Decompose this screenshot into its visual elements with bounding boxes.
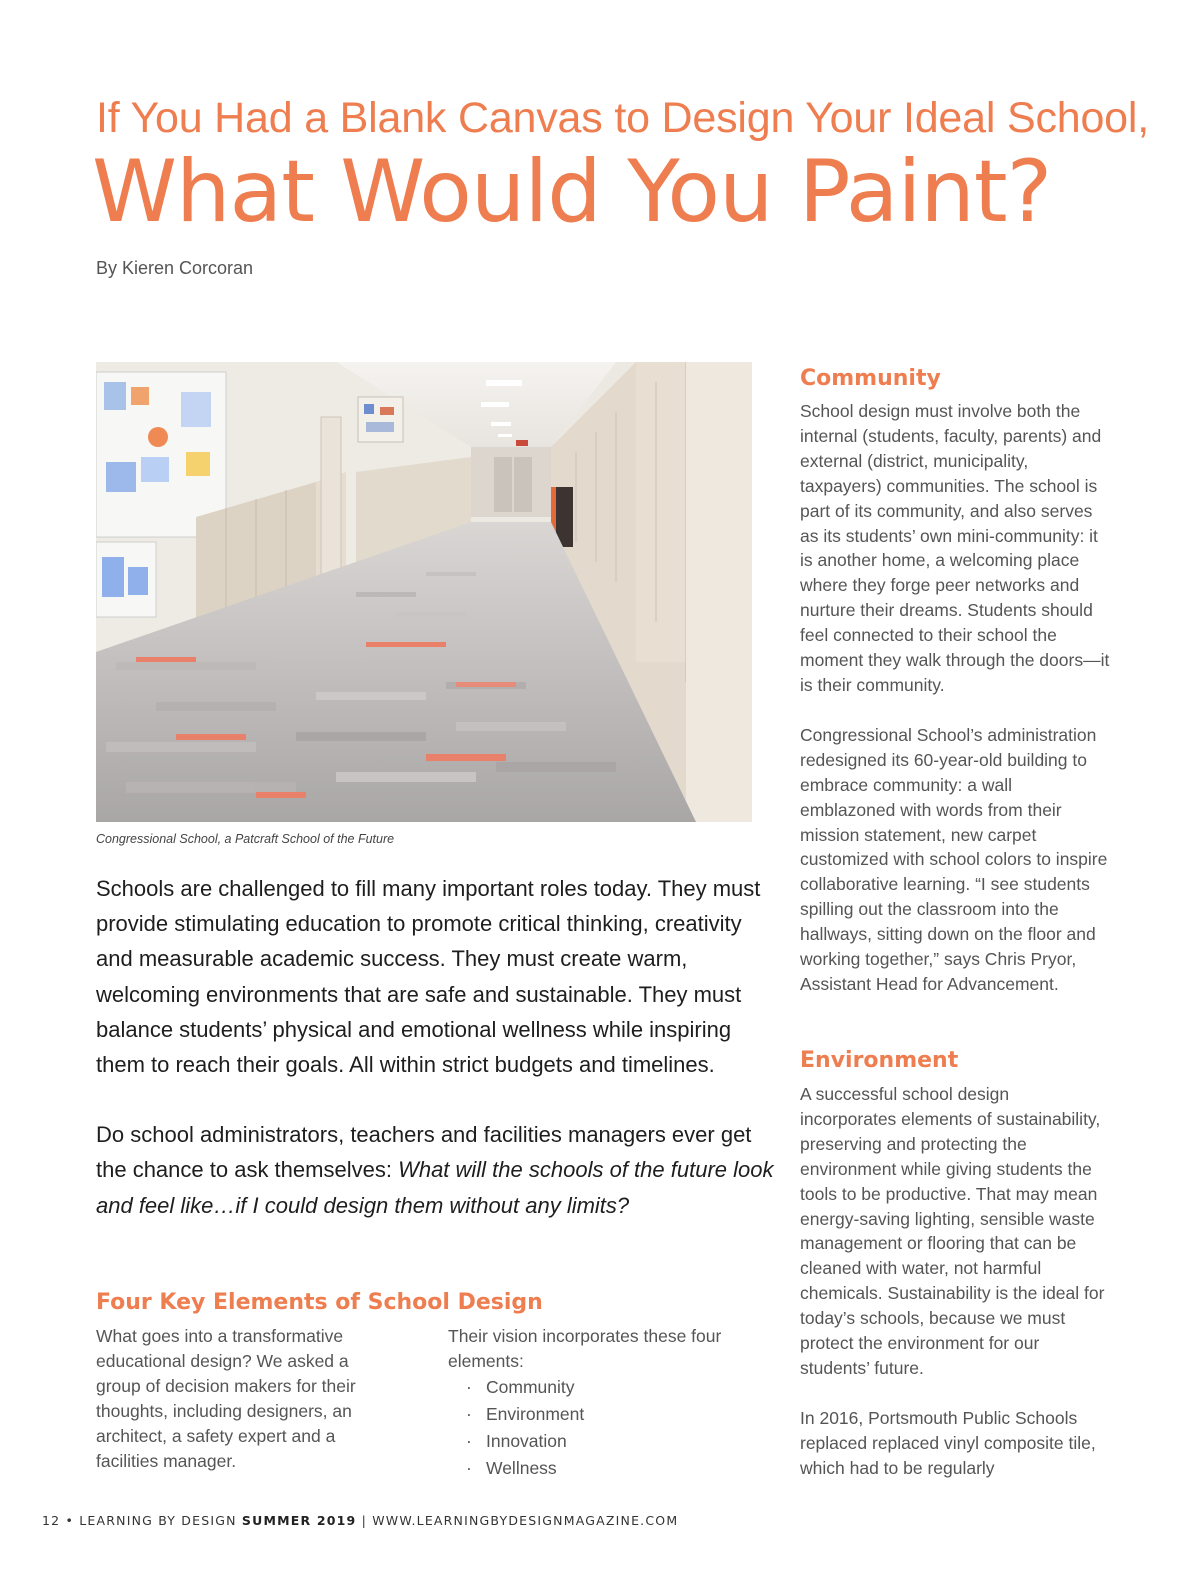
community-paragraph: School design must involve both the internal (students, faculty, parents) and external (district, municipality, taxpayers) communities. The school is part of its community, and also serves as its students’ own mini-community: it is another home, a welcoming place where they forge peer networks and nurture their dreams. Students should feel connected to their school the moment they walk through the doors—it is their community.	[800, 401, 1110, 695]
photo-caption: Congressional School, a Patcraft School of the Future	[96, 832, 395, 846]
environment-heading: Environment	[800, 1048, 959, 1073]
list-item	[466, 1428, 748, 1455]
lead-paragraph-question	[96, 1117, 776, 1223]
magazine-name: LEARNING BY DESIGN	[79, 1513, 237, 1528]
page-footer	[42, 1513, 942, 1528]
community-paragraph: Congressional School’s administration redesigned its 60-year-old building to embrace community: a wall emblazoned with words from their mission statement, new carpet customized with school colors to inspire collaborative learning. “I see students spilling out the classroom into the hallways, sitting down on the floor and working together,” says Chris Pryor, Assistant Head for Advancement.	[800, 724, 1108, 994]
four-key-intro: Their vision incorporates these four elements:	[448, 1326, 722, 1371]
list-item	[466, 1455, 748, 1482]
list-item	[466, 1401, 748, 1428]
environment-paragraph: In 2016, Portsmouth Public Schools replaced replaced vinyl composite tile, which had to be regularly	[800, 1407, 1096, 1478]
four-key-heading: Four Key Elements of School Design	[96, 1290, 543, 1315]
bullet-icon: ·	[466, 1403, 472, 1424]
footer-bullet: •	[65, 1513, 75, 1528]
lead-text	[96, 871, 776, 1223]
page-number: 12	[42, 1513, 61, 1528]
four-key-left-text	[96, 1324, 396, 1473]
list-item-label: Innovation	[486, 1430, 567, 1451]
list-item-label: Wellness	[486, 1457, 557, 1478]
environment-paragraph: A successful school design incorporates elements of sustainability, preserving and protecting the environment while giving students the tools to be productive. That may mean energy-saving lighting, sensible waste management or flooring that can be cleaned with water, not harmful chemicals. Sustainability is the ideal for today’s schools, because we must protect the environment for our students’ future.	[800, 1084, 1105, 1378]
list-item-label: Environment	[486, 1403, 585, 1424]
community-heading: Community	[800, 366, 941, 391]
lead-question-italic: What will the schools of the future look and feel like…if I could design them without any limits?	[96, 1157, 774, 1218]
issue-label: SUMMER 2019	[241, 1513, 357, 1528]
bullet-icon: ·	[466, 1376, 472, 1397]
list-item-label: Community	[486, 1376, 575, 1397]
community-text	[800, 399, 1110, 997]
byline: By Kieren Corcoran	[96, 258, 254, 278]
page-title: What Would You Paint?	[92, 142, 1052, 242]
website-link[interactable]: WWW.LEARNINGBYDESIGNMAGAZINE.COM	[372, 1513, 679, 1528]
bullet-icon: ·	[466, 1430, 472, 1451]
headline-top: If You Had a Blank Canvas to Design Your Ideal School,	[96, 94, 1149, 142]
hallway-photo	[96, 362, 752, 822]
footer-separator: |	[361, 1513, 368, 1528]
list-item	[466, 1374, 748, 1401]
lead-paragraph: Schools are challenged to fill many important roles today. They must provide stimulating education to promote critical thinking, creativity and measurable academic success. They must create warm, welcoming environments that are safe and sustainable. They must balance students’ physical and emotional wellness while inspiring them to reach their goals. All within strict budgets and timelines.	[96, 876, 761, 1078]
four-key-right-text	[448, 1324, 748, 1482]
four-key-paragraph: What goes into a transformative educational design? We asked a group of decision makers for their thoughts, including designers, an architect, a safety expert and a facilities manager.	[96, 1326, 356, 1471]
lead-question-intro: Do school administrators, teachers and facilities managers ever get the chance to ask themselves:	[96, 1122, 752, 1183]
elements-list	[448, 1374, 748, 1482]
bullet-icon: ·	[466, 1457, 472, 1478]
environment-text	[800, 1082, 1110, 1481]
